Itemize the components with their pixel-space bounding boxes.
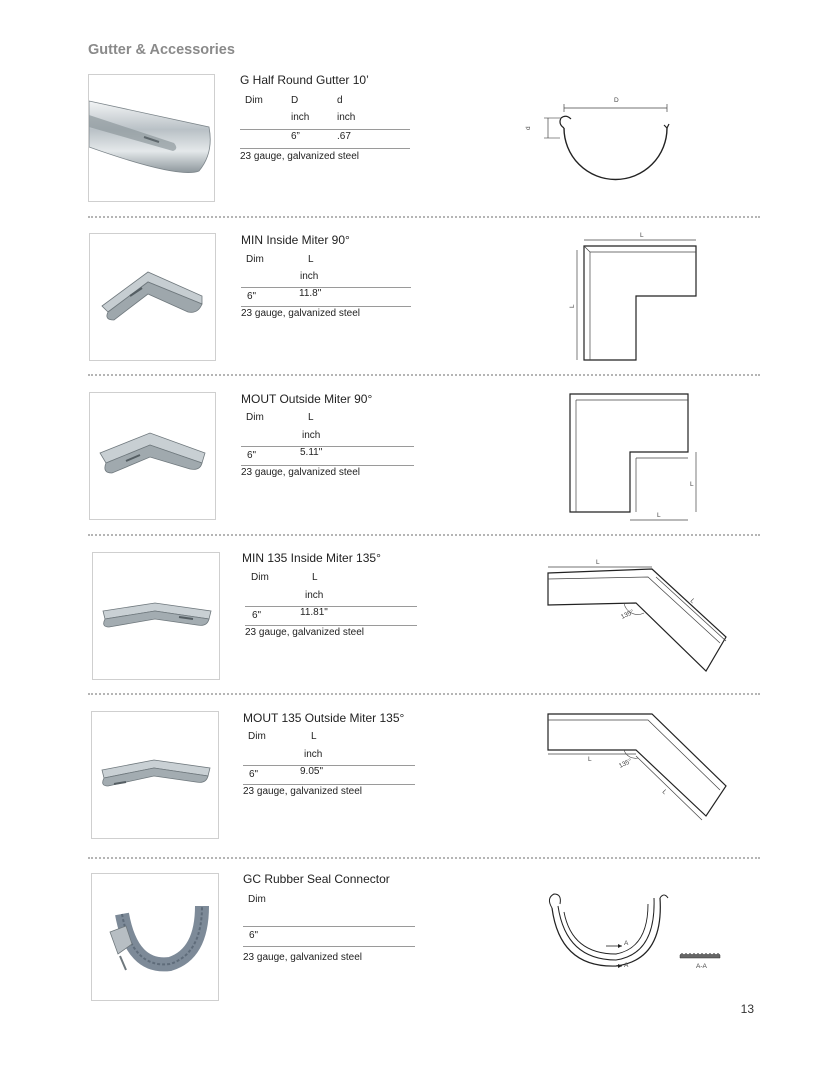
material-description: 23 gauge, galvanized steel	[241, 308, 360, 319]
header-dim: Dim	[245, 95, 263, 106]
product-photo	[91, 711, 219, 839]
dimension-label-d: d	[525, 126, 532, 130]
dimension-label-L: L	[657, 512, 661, 519]
header-L: L	[311, 731, 317, 742]
outside-miter-90-drawing	[560, 390, 710, 525]
table-rule	[241, 446, 414, 447]
dimension-label-L: L	[688, 597, 697, 605]
header-L: L	[308, 254, 314, 265]
header-dim: Dim	[251, 572, 269, 583]
value-D: 6”	[291, 131, 300, 142]
table-rule	[241, 287, 411, 288]
product-photo	[91, 873, 219, 1001]
section-title: Gutter & Accessories	[88, 42, 235, 58]
header-dim: Dim	[248, 731, 266, 742]
angle-label: 135°	[617, 757, 634, 770]
outside-miter-135-drawing	[540, 710, 740, 835]
header-dim: Dim	[248, 894, 266, 905]
dimension-label-L: L	[690, 481, 694, 488]
dimension-label-L: L	[588, 756, 592, 763]
dimension-label-L: L	[569, 304, 576, 308]
table-rule	[243, 765, 415, 766]
section-divider	[88, 374, 760, 376]
header-D: D	[291, 95, 299, 106]
material-description: 23 gauge, galvanized steel	[240, 151, 359, 162]
material-description: 23 gauge, galvanized steel	[243, 952, 362, 963]
table-rule	[243, 926, 415, 927]
section-view-label: A-A	[696, 963, 707, 970]
unit-L: inch	[302, 430, 321, 441]
table-rule	[240, 148, 410, 149]
product-name: GC Rubber Seal Connector	[243, 872, 390, 886]
value-dim: 6"	[252, 610, 262, 621]
gutter-profile-drawing	[520, 90, 680, 190]
product-name: MIN 135 Inside Miter 135°	[242, 551, 381, 565]
value-dim: 6"	[249, 769, 259, 780]
product-name: MOUT Outside Miter 90°	[241, 392, 373, 406]
product-photo	[88, 74, 215, 202]
product-photo	[89, 233, 216, 361]
section-divider	[88, 693, 760, 695]
angle-label: 135°	[619, 608, 636, 621]
product-name: MOUT 135 Outside Miter 135°	[243, 711, 405, 725]
value-d: .67	[337, 131, 351, 142]
unit-L: inch	[304, 749, 323, 760]
dimension-label-L: L	[640, 232, 644, 239]
unit-L: inch	[300, 271, 319, 282]
table-rule	[245, 625, 417, 626]
header-L: L	[312, 572, 318, 583]
header-L: L	[308, 412, 314, 423]
product-name: MIN Inside Miter 90°	[241, 233, 350, 247]
value-dim: 6"	[247, 291, 257, 302]
table-rule	[245, 606, 417, 607]
table-rule	[241, 306, 411, 307]
table-rule	[241, 465, 414, 466]
value-L: 11.8"	[299, 288, 322, 299]
header-dim: Dim	[246, 412, 264, 423]
table-rule	[243, 946, 415, 947]
product-name: G Half Round Gutter 10’	[240, 73, 369, 87]
value-dim: 6"	[249, 930, 259, 941]
dimension-label-L: L	[660, 788, 669, 796]
inside-miter-135-drawing	[540, 555, 740, 680]
unit-D: inch	[291, 112, 310, 123]
rubber-seal-connector-drawing	[530, 890, 730, 975]
value-L: 11.81"	[300, 607, 328, 618]
inside-miter-90-drawing	[560, 230, 710, 365]
page-number: 13	[740, 1002, 754, 1016]
material-description: 23 gauge, galvanized steel	[245, 627, 364, 638]
unit-d: inch	[337, 112, 356, 123]
table-rule	[243, 784, 415, 785]
value-dim: 6"	[247, 450, 257, 461]
unit-L: inch	[305, 590, 324, 601]
section-divider	[88, 534, 760, 536]
table-rule	[240, 129, 410, 130]
dimension-label-D: D	[614, 97, 619, 104]
section-divider	[88, 216, 760, 218]
product-photo	[89, 392, 216, 520]
section-divider	[88, 857, 760, 859]
material-description: 23 gauge, galvanized steel	[243, 786, 362, 797]
value-L: 5.11"	[300, 447, 323, 458]
material-description: 23 gauge, galvanized steel	[241, 467, 360, 478]
section-label-A: A	[624, 940, 629, 947]
product-photo	[92, 552, 220, 680]
header-d: d	[337, 95, 343, 106]
header-dim: Dim	[246, 254, 264, 265]
dimension-label-L: L	[596, 559, 600, 566]
section-label-A: A	[624, 962, 629, 969]
value-L: 9.05"	[300, 766, 324, 777]
